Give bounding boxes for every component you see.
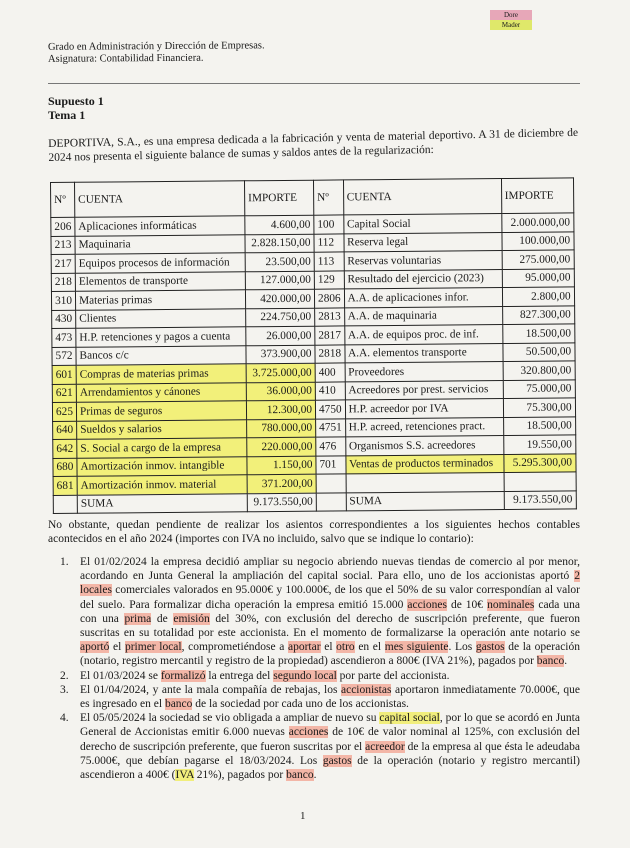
list-item: 1. El 01/02/2024 la empresa decidió ampliar su negocio abriendo nuevas tiendas de comercio al por menor, acordando en Junta General la ampliación del capital social. Para ello, uno de los accionistas aportó 2 locales comerciales valorados en 95.000€ y 100.000€, de los que el 50% de su valor correspondían al valor del suelo. Para formalizar dicha operación la empresa emitió 15.000 acciones de 10€ nominales cada una con una prima de emisión del 30%, con exclusión del derecho de suscripción preferente, que fueron suscritas en su totalidad por este accionista. En el momento de formalizarse la operación ante notario se aportó el primer local, comprometiéndose a aportar el otro en el mes siguiente. Los gastos de la operación (notario, registro mercantil y registro de la propiedad) ascendieron a 800€ (IVA 21%), pagados por banco. [60, 556, 581, 668]
account-number: 476 [316, 437, 346, 456]
tag-line-2: Mader [490, 20, 532, 30]
account-amount: 100.000,00 [502, 231, 574, 250]
col-num-left: Nº [51, 182, 75, 217]
account-name: A.A. elementos transporte [345, 343, 503, 363]
degree-line: Grado en Administración y Dirección de Empresas. [47, 40, 265, 53]
account-number: 642 [53, 439, 77, 458]
account-amount: 26.000,00 [246, 326, 315, 345]
account-number: 2817 [315, 326, 345, 345]
sum-amount-right: 9.173.550,00 [504, 490, 576, 509]
account-amount: 127.000,00 [245, 271, 314, 290]
account-amount: 373.900,00 [246, 345, 315, 364]
account-name: Arrendamientos y cánones [76, 382, 246, 402]
account-number: 112 [314, 233, 344, 252]
account-number: 4751 [316, 418, 346, 437]
col-num-right: Nº [313, 180, 343, 215]
account-amount: 827.300,00 [502, 305, 574, 324]
list-item: 2. El 01/03/2024 se formalizó la entrega del segundo local por parte del accionista. [60, 669, 450, 682]
account-name: Proveedores [345, 362, 503, 382]
sum-label: SUMA [346, 491, 504, 511]
account-number: 701 [316, 455, 346, 474]
tema-label: Tema 1 [48, 108, 86, 122]
table-header-row [51, 178, 574, 218]
account-amount: 18.500,00 [503, 416, 575, 435]
account-number: 129 [314, 270, 344, 289]
handwritten-tag [490, 10, 532, 30]
account-amount: 36.000,00 [246, 382, 315, 401]
account-number: 2806 [314, 289, 344, 308]
account-name: H.P. acreed, retenciones pract. [345, 417, 503, 437]
account-amount: 19.550,00 [503, 435, 575, 454]
sum-spacer [316, 492, 346, 511]
account-number: 2813 [315, 307, 345, 326]
account-number: 206 [51, 217, 75, 236]
account-amount: 2.828.150,00 [245, 234, 314, 253]
account-number: 100 [314, 215, 344, 234]
account-name: Equipos procesos de información [75, 253, 245, 273]
account-amount: 371.200,00 [247, 474, 316, 493]
subject-line: Asignatura: Contabilidad Financiera. [48, 52, 204, 65]
list-item: 3. El 01/04/2024, y ante la mala compañía de rebajas, los accionistas aportaron inmediatamente 70.000€, que es ingresado en el banco de la sociedad por cada uno de los accionistas. [60, 683, 581, 711]
account-name: A.A. de equipos proc. de inf. [344, 325, 502, 345]
account-amount: 95.000,00 [502, 268, 574, 287]
account-name: Elementos de transporte [75, 271, 245, 291]
account-number: 601 [52, 365, 76, 384]
account-number: 218 [51, 273, 75, 292]
account-name: Materias primas [75, 290, 245, 310]
account-number: 400 [315, 363, 345, 382]
account-number: 681 [53, 476, 77, 495]
account-amount: 23.500,00 [245, 252, 314, 271]
intro-paragraph: DEPORTIVA, S.A., es una empresa dedicada a la fabricación y venta de material deportivo. A 31 de diciembre de 2024 nos presenta el siguiente balance de sumas y saldos antes de la regularización: [48, 126, 579, 164]
account-number: 310 [51, 291, 75, 310]
exercise-title [48, 94, 104, 122]
account-number: 410 [315, 381, 345, 400]
account-number: 213 [51, 236, 75, 255]
account-amount: 3.725.000,00 [246, 363, 315, 382]
account-amount: 1.150,00 [247, 456, 316, 475]
account-name: Amortización inmov. material [77, 475, 247, 495]
account-number: 430 [52, 310, 76, 329]
account-amount: 75.300,00 [503, 398, 575, 417]
col-cuenta-left: CUENTA [75, 181, 245, 217]
account-number: 473 [52, 328, 76, 347]
table-body [51, 213, 576, 514]
account-name: Amortización inmov. intangible [77, 456, 247, 476]
account-name: Organismos S.S. acreedores [345, 436, 503, 456]
account-number: 217 [51, 254, 75, 273]
account-name: Sueldos y salarios [77, 419, 247, 439]
account-name: Primas de seguros [76, 401, 246, 421]
account-amount: 50.500,00 [503, 342, 575, 361]
pending-paragraph: No obstante, quedan pendiente de realizar los asientos correspondientes a los siguientes hechos contables acontecidos en el año 2024 (importes con IVA no incluido, salvo que se indique lo contario): [48, 519, 580, 545]
course-header [48, 38, 568, 66]
account-name: H.P. retenciones y pagos a cuenta [76, 327, 246, 347]
account-name: Capital Social [343, 214, 501, 234]
sum-label: SUMA [77, 493, 247, 513]
account-amount: 18.500,00 [502, 324, 574, 343]
account-name: Aplicaciones informáticas [75, 216, 245, 236]
account-amount: 2.000.000,00 [501, 213, 573, 232]
account-name: Compras de materias primas [76, 364, 246, 384]
account-name: Clientes [76, 308, 246, 328]
trial-balance-table [50, 177, 576, 514]
events-list [60, 555, 580, 782]
account-name: Reservas voluntarias [344, 251, 502, 271]
col-importe-right: IMPORTE [501, 178, 573, 214]
account-amount: 220.000,00 [247, 437, 316, 456]
page-number: 1 [300, 810, 306, 822]
account-number: 640 [53, 421, 77, 440]
account-amount: 420.000,00 [245, 289, 314, 308]
account-name: Maquinaria [75, 234, 245, 254]
account-amount [504, 472, 576, 491]
account-number: 4750 [315, 400, 345, 419]
account-amount: 4.600,00 [245, 215, 314, 234]
list-item: 4. El 05/05/2024 la sociedad se vio obligada a ampliar de nuevo su capital social, por lo que se acordó en Junta General de Accionistas emitir 6.000 nuevas acciones de 10€ de valor nominal al 125%, con exclusión del derecho de suscripción preferente, que fueron suscritas por el acreedor de la empresa al que ésta le adeudaba 75.000€, que debían pagarse el 18/03/2024. Los gastos de la operación (notario y registro mercantil) ascendieron a 400€ (IVA 21%), pagados por banco. [60, 712, 581, 782]
account-name: A.A. de aplicaciones infor. [344, 288, 502, 308]
account-name [346, 473, 504, 493]
account-amount: 320.800,00 [503, 361, 575, 380]
account-name: Acreedores por prest. servicios [345, 380, 503, 400]
sum-amount-left: 9.173.550,00 [247, 493, 316, 512]
account-amount: 224.750,00 [246, 308, 315, 327]
account-number: 113 [314, 252, 344, 271]
sum-row [53, 490, 576, 513]
account-name: Resultado del ejercicio (2023) [344, 269, 502, 289]
account-number: 572 [52, 347, 76, 366]
account-name: Bancos c/c [76, 345, 246, 365]
account-number [316, 474, 346, 493]
account-number: 621 [52, 384, 76, 403]
account-amount: 5.295.300,00 [503, 453, 575, 472]
account-name: A.A. de maquinaria [344, 306, 502, 326]
col-cuenta-right: CUENTA [343, 179, 501, 215]
account-amount: 2.800,00 [502, 287, 574, 306]
col-importe-left: IMPORTE [244, 180, 313, 216]
account-amount: 12.300,00 [246, 400, 315, 419]
account-number: 2818 [315, 344, 345, 363]
header-divider [48, 83, 580, 84]
sum-spacer [53, 495, 77, 514]
account-number: 680 [53, 458, 77, 477]
account-amount: 275.000,00 [502, 250, 574, 269]
account-number: 625 [52, 402, 76, 421]
account-amount: 780.000,00 [247, 419, 316, 438]
account-amount: 75.000,00 [503, 379, 575, 398]
tag-line-1: Dore [490, 10, 532, 20]
account-name: S. Social a cargo de la empresa [77, 438, 247, 458]
account-name: Ventas de productos terminados [345, 454, 503, 474]
account-name: Reserva legal [344, 232, 502, 252]
account-name: H.P. acreedor por IVA [345, 399, 503, 419]
supuesto-label: Supuesto 1 [48, 94, 104, 108]
